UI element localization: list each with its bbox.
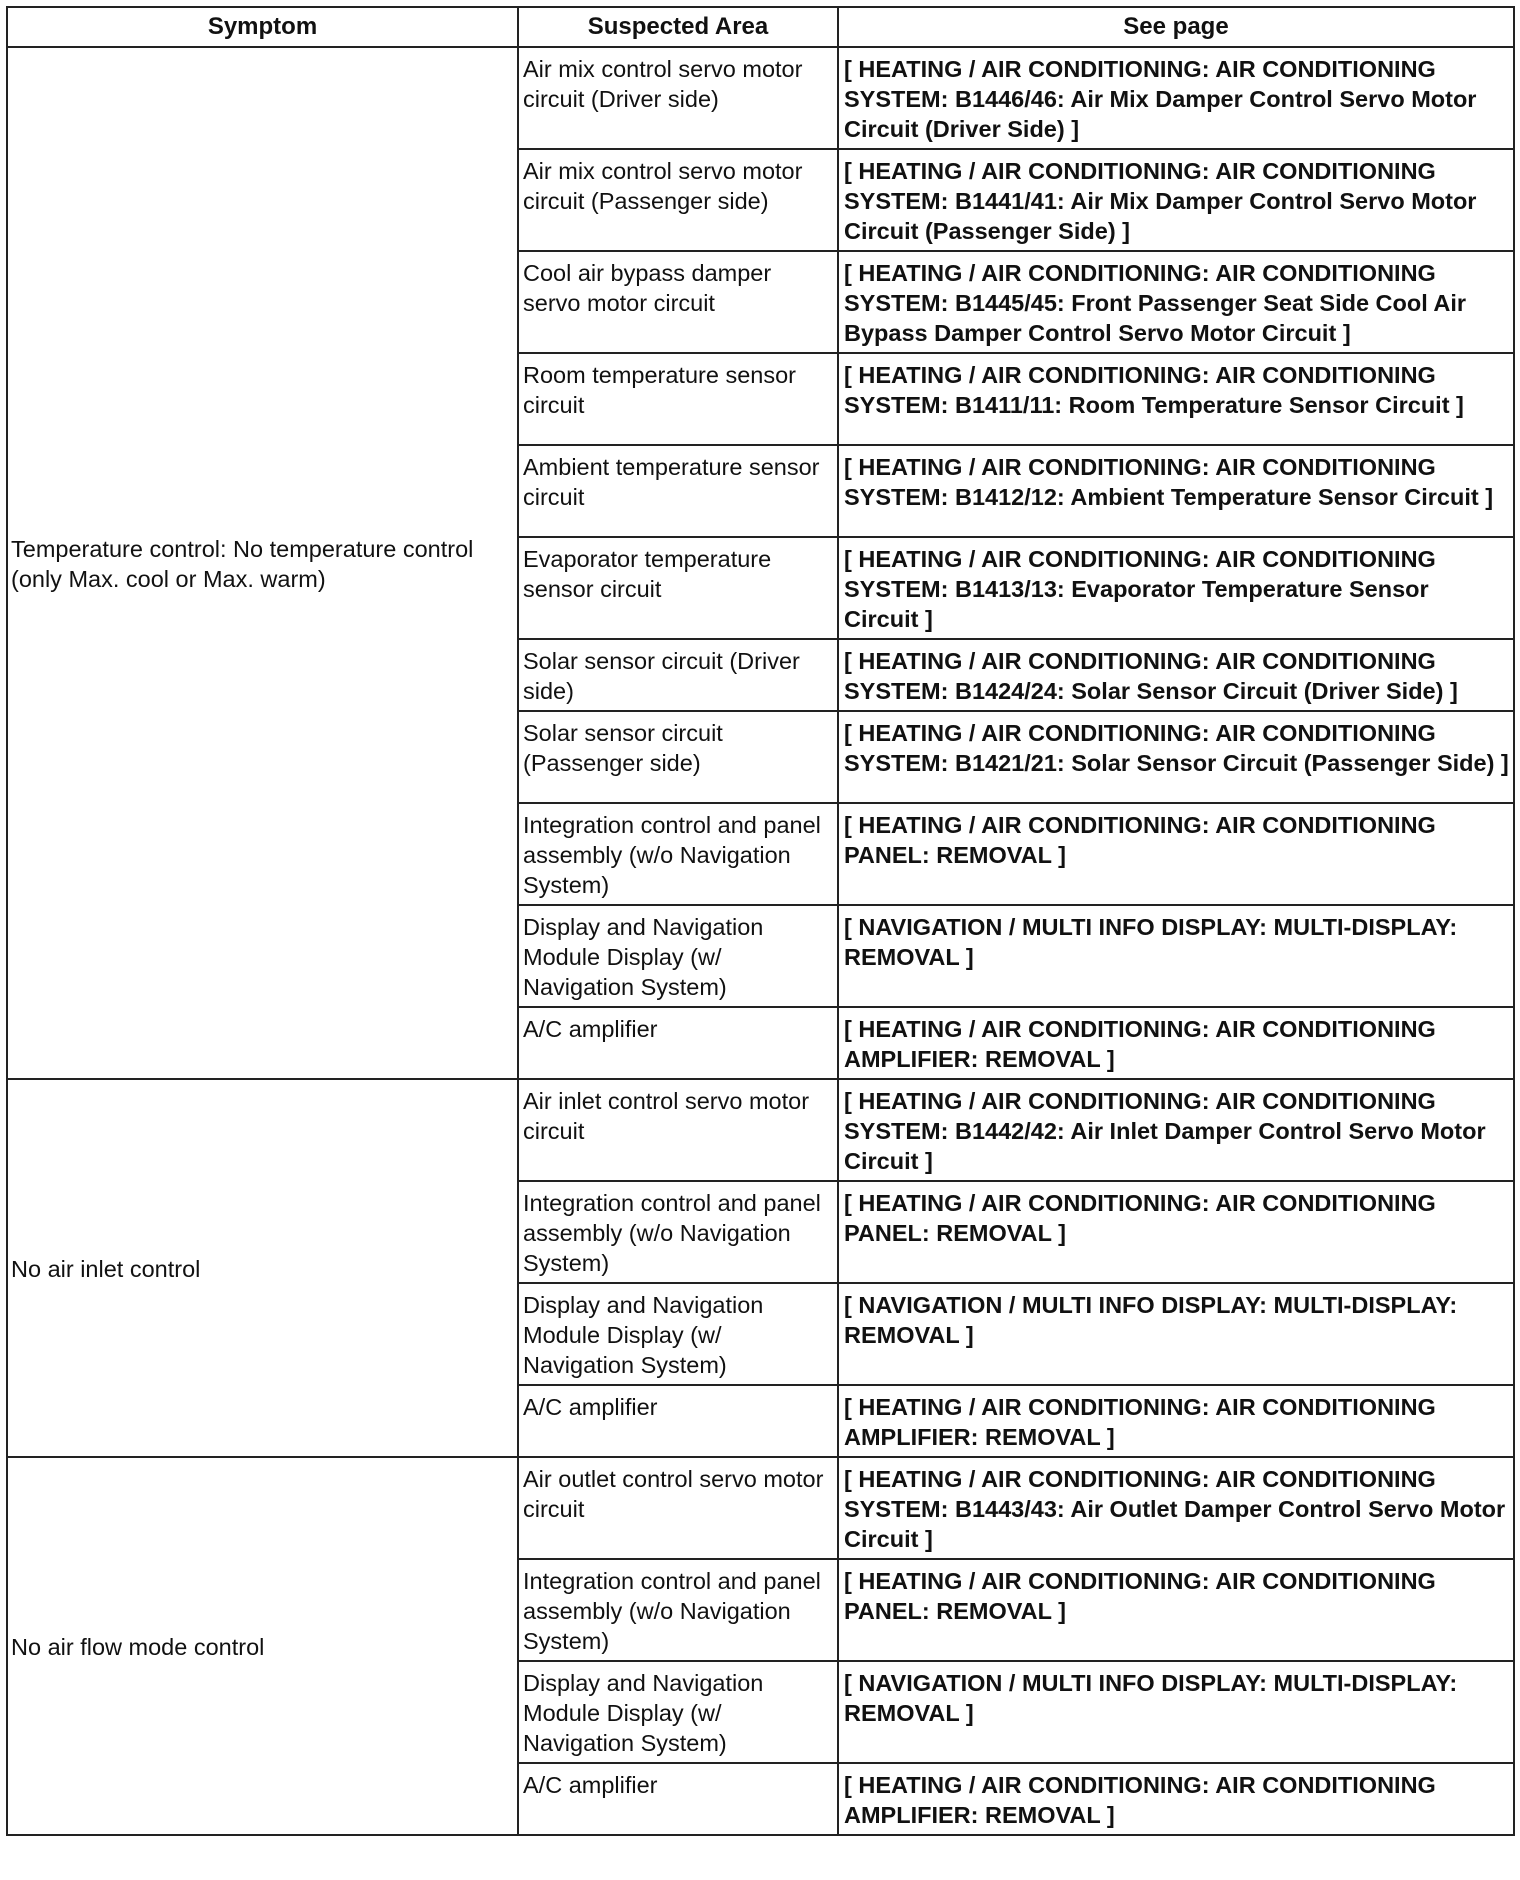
see-page-link[interactable]: [ HEATING / AIR CONDITIONING: AIR CONDITIONING SYSTEM: B1424/24: Solar Sensor Circuit (Driver Side) ] — [838, 639, 1514, 711]
suspected-area-cell: Cool air bypass damper servo motor circuit — [518, 251, 838, 353]
suspected-area-cell: Integration control and panel assembly (w/o Navigation System) — [518, 1181, 838, 1283]
symptom-cell: No air flow mode control — [7, 1457, 518, 1835]
see-page-link[interactable]: [ HEATING / AIR CONDITIONING: AIR CONDITIONING AMPLIFIER: REMOVAL ] — [838, 1385, 1514, 1457]
table-row — [7, 1457, 1514, 1559]
header-symptom: Symptom — [7, 7, 518, 47]
see-page-link[interactable]: [ NAVIGATION / MULTI INFO DISPLAY: MULTI-DISPLAY: REMOVAL ] — [838, 905, 1514, 1007]
suspected-area-cell: Display and Navigation Module Display (w/ Navigation System) — [518, 1661, 838, 1763]
suspected-area-cell: Display and Navigation Module Display (w/ Navigation System) — [518, 1283, 838, 1385]
symptom-cell: Temperature control: No temperature control (only Max. cool or Max. warm) — [7, 47, 518, 1079]
suspected-area-cell: A/C amplifier — [518, 1385, 838, 1457]
suspected-area-cell: A/C amplifier — [518, 1007, 838, 1079]
see-page-link[interactable]: [ HEATING / AIR CONDITIONING: AIR CONDITIONING SYSTEM: B1412/12: Ambient Temperature Sensor Circuit ] — [838, 445, 1514, 537]
see-page-link[interactable]: [ HEATING / AIR CONDITIONING: AIR CONDITIONING PANEL: REMOVAL ] — [838, 1181, 1514, 1283]
suspected-area-cell: Integration control and panel assembly (w/o Navigation System) — [518, 1559, 838, 1661]
suspected-area-cell: Ambient temperature sensor circuit — [518, 445, 838, 537]
table-row — [7, 47, 1514, 149]
see-page-link[interactable]: [ HEATING / AIR CONDITIONING: AIR CONDITIONING SYSTEM: B1443/43: Air Outlet Damper Control Servo Motor Circuit ] — [838, 1457, 1514, 1559]
see-page-link[interactable]: [ HEATING / AIR CONDITIONING: AIR CONDITIONING PANEL: REMOVAL ] — [838, 1559, 1514, 1661]
see-page-link[interactable]: [ NAVIGATION / MULTI INFO DISPLAY: MULTI-DISPLAY: REMOVAL ] — [838, 1283, 1514, 1385]
see-page-link[interactable]: [ HEATING / AIR CONDITIONING: AIR CONDITIONING SYSTEM: B1441/41: Air Mix Damper Control Servo Motor Circuit (Passenger Side) ] — [838, 149, 1514, 251]
document-page — [6, 6, 1514, 1836]
symptom-cell: No air inlet control — [7, 1079, 518, 1457]
suspected-area-cell: Air mix control servo motor circuit (Passenger side) — [518, 149, 838, 251]
problem-symptoms-table — [6, 6, 1515, 1836]
suspected-area-cell: Room temperature sensor circuit — [518, 353, 838, 445]
table-row — [7, 1079, 1514, 1181]
see-page-link[interactable]: [ HEATING / AIR CONDITIONING: AIR CONDITIONING SYSTEM: B1442/42: Air Inlet Damper Control Servo Motor Circuit ] — [838, 1079, 1514, 1181]
see-page-link[interactable]: [ HEATING / AIR CONDITIONING: AIR CONDITIONING SYSTEM: B1445/45: Front Passenger Seat Side Cool Air Bypass Damper Control Servo Motor Circuit ] — [838, 251, 1514, 353]
header-see-page: See page — [838, 7, 1514, 47]
suspected-area-cell: Air mix control servo motor circuit (Driver side) — [518, 47, 838, 149]
suspected-area-cell: Evaporator temperature sensor circuit — [518, 537, 838, 639]
suspected-area-cell: A/C amplifier — [518, 1763, 838, 1835]
see-page-link[interactable]: [ HEATING / AIR CONDITIONING: AIR CONDITIONING SYSTEM: B1411/11: Room Temperature Sensor Circuit ] — [838, 353, 1514, 445]
suspected-area-cell: Solar sensor circuit (Passenger side) — [518, 711, 838, 803]
suspected-area-cell: Integration control and panel assembly (w/o Navigation System) — [518, 803, 838, 905]
see-page-link[interactable]: [ HEATING / AIR CONDITIONING: AIR CONDITIONING AMPLIFIER: REMOVAL ] — [838, 1007, 1514, 1079]
see-page-link[interactable]: [ HEATING / AIR CONDITIONING: AIR CONDITIONING AMPLIFIER: REMOVAL ] — [838, 1763, 1514, 1835]
suspected-area-cell: Air outlet control servo motor circuit — [518, 1457, 838, 1559]
see-page-link[interactable]: [ HEATING / AIR CONDITIONING: AIR CONDITIONING SYSTEM: B1446/46: Air Mix Damper Control Servo Motor Circuit (Driver Side) ] — [838, 47, 1514, 149]
suspected-area-cell: Display and Navigation Module Display (w/ Navigation System) — [518, 905, 838, 1007]
header-suspected-area: Suspected Area — [518, 7, 838, 47]
see-page-link[interactable]: [ HEATING / AIR CONDITIONING: AIR CONDITIONING SYSTEM: B1421/21: Solar Sensor Circuit (Passenger Side) ] — [838, 711, 1514, 803]
suspected-area-cell: Air inlet control servo motor circuit — [518, 1079, 838, 1181]
see-page-link[interactable]: [ HEATING / AIR CONDITIONING: AIR CONDITIONING SYSTEM: B1413/13: Evaporator Temperature Sensor Circuit ] — [838, 537, 1514, 639]
suspected-area-cell: Solar sensor circuit (Driver side) — [518, 639, 838, 711]
header-row — [7, 7, 1514, 47]
see-page-link[interactable]: [ NAVIGATION / MULTI INFO DISPLAY: MULTI-DISPLAY: REMOVAL ] — [838, 1661, 1514, 1763]
see-page-link[interactable]: [ HEATING / AIR CONDITIONING: AIR CONDITIONING PANEL: REMOVAL ] — [838, 803, 1514, 905]
